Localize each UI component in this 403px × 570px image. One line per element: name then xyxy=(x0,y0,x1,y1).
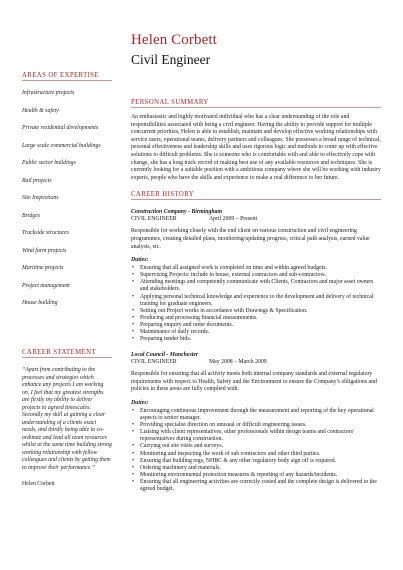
duty-item: • Ensuring that all assigned work is completed on time and within agreed budgets. xyxy=(140,265,381,272)
duty-item: • Applying personal technical knowledge and experience to the development and delivery of technical training for graduate engineers. xyxy=(140,294,381,308)
job-role-line xyxy=(131,359,381,365)
career-statement-heading: CAREER STATEMENT xyxy=(22,349,112,358)
employer: Local Council - Manchester xyxy=(131,352,199,359)
left-column xyxy=(22,72,110,318)
duty-item: • Liaising with client representatives, other professionals within design teams and contractors' representatives during construction. xyxy=(140,429,381,443)
expertise-item: Wind farm projects xyxy=(22,247,67,254)
job-dates: May 2008 – March 2009 xyxy=(209,359,267,366)
duty-item: • Preparing tender bids. xyxy=(140,336,381,343)
summary-text: An enthusiastic and highly motivated individual who has a clear understanding of the role and responsibilities associated with being a civil engineer. Having the ability to provide support for multiple concurrent priorities, Helen is able to establish, maintain and develop effective working relationships with service users, operational teams, delivery partners and colleagues. She possesses a broad range of technical, personal effectiveness and leadership skills and uses rigorous logic and methods to come up with effective solutions to difficult problems. She is someone who is comfortable with and able to effectively cope with change, she has a long track record of making best use of any available resources and techniques. She is currently looking for a suitable position with a ambitious company where she will be working with industry experts, people who have the skills and experience to make a real difference to her future. xyxy=(131,114,381,181)
duty-item: • Setting out Project works in accordance with Drawings & Specification. xyxy=(140,308,381,315)
duties-list xyxy=(131,265,381,343)
duty-item: • Attending meetings and competently communicate with Clients, Contractors and major asset owners and stakeholders. xyxy=(140,279,381,293)
expertise-item: Maritime projects xyxy=(22,265,64,271)
duties-label: Duties: xyxy=(131,399,149,406)
duty-item: • Monitoring and inspecting the work of sub contractors and other third parties. xyxy=(140,451,381,458)
duty-item: • Supervising Projects: include in house, external contractors and sub-contractors. xyxy=(140,272,381,279)
job-role: CIVIL ENGINEER xyxy=(131,216,177,223)
duty-item: • Monitoring environmental protection measures & reporting of any hazards/incidents. xyxy=(140,472,381,479)
job-description: Responsible for ensuring that all activity meets both internal company standards and external regulatory requirements with respect to Health, Safety and the Environment to ensure the Company's obligations and policies in these areas are fully complied with. xyxy=(131,371,377,393)
duty-item: • Providing specialist direction on unusual or difficult engineering issues. xyxy=(140,422,381,429)
expertise-item: Rail projects xyxy=(22,177,52,184)
summary-heading: PERSONAL SUMMARY xyxy=(131,99,381,108)
history-heading: CAREER HISTORY xyxy=(131,191,381,200)
duties-label: Duties: xyxy=(131,257,149,264)
expertise-item: Large scale commercial buildings xyxy=(22,142,101,149)
job-entry xyxy=(131,209,381,343)
expertise-list xyxy=(22,90,110,307)
job-dates: April 2009 – Present xyxy=(209,216,258,223)
duty-item: • Encouraging continuous improvement through the measurement and reporting of the key operational aspects to senior manager. xyxy=(140,408,381,422)
career-statement-section xyxy=(22,349,112,487)
expertise-item: Project management xyxy=(22,282,70,289)
expertise-item: Trackside structures xyxy=(22,230,69,236)
duty-item: • Producing and processing financial measurements. xyxy=(140,315,381,322)
signature: Helen Corbett xyxy=(22,481,55,487)
expertise-item: Public sector buildings xyxy=(22,160,76,166)
job-description: Responsible for working closely with the end client on various construction and civil engineering programmes, creating detailed plans, monitoring/updating progress, critical path analysis, earned value analysis, etc. xyxy=(131,228,370,250)
duties-list xyxy=(131,408,381,493)
job-role-line xyxy=(131,216,381,222)
job-role: CIVIL ENGINEER xyxy=(131,359,177,366)
expertise-item: House building xyxy=(22,300,58,306)
expertise-item: Infrastructure projects xyxy=(22,90,75,96)
expertise-heading: AREAS OF EXPERTISE xyxy=(22,72,112,81)
expertise-item: Site Inspections xyxy=(22,195,59,201)
duty-item: • Ordering machinery and materials. xyxy=(140,465,381,472)
duty-item: • Carrying out site visits and surveys. xyxy=(140,443,381,450)
expertise-item: Private residential developments xyxy=(22,125,99,131)
duty-item: • Preparing enquiry and order documents. xyxy=(140,322,381,329)
expertise-item: Health & safety xyxy=(22,107,59,114)
right-column xyxy=(131,99,381,493)
candidate-name: Helen Corbett xyxy=(131,32,217,48)
duty-item: • Maintenance of daily records. xyxy=(140,329,381,336)
job-entry xyxy=(131,352,381,493)
duty-item: • Ensuring that building regs, NHBC & any other regulatory body sign off is required. xyxy=(140,458,381,465)
career-statement-text: “Apart from contributing to the processes and strategies which enhance any projects I am working on, I feel that my greatest strengths are firstly my ability to deliver projects to agreed timescales. Secondly my skill at gaining a clear understanding of a clients exact needs, and thirdly being able to co-ordinate and lead all team resources whilst at the same time building strong working relationship with fellow colleagues and clients by getting them to improve their performance.” xyxy=(22,367,112,471)
expertise-item: Bridges xyxy=(22,212,41,219)
duty-item: • Ensuring that all engineering activities are correctly costed and the complete design is delivered to the agreed budget. xyxy=(140,479,381,493)
job-title: Civil Engineer xyxy=(131,52,211,67)
employer: Construction Company - Birmingham xyxy=(131,209,223,216)
